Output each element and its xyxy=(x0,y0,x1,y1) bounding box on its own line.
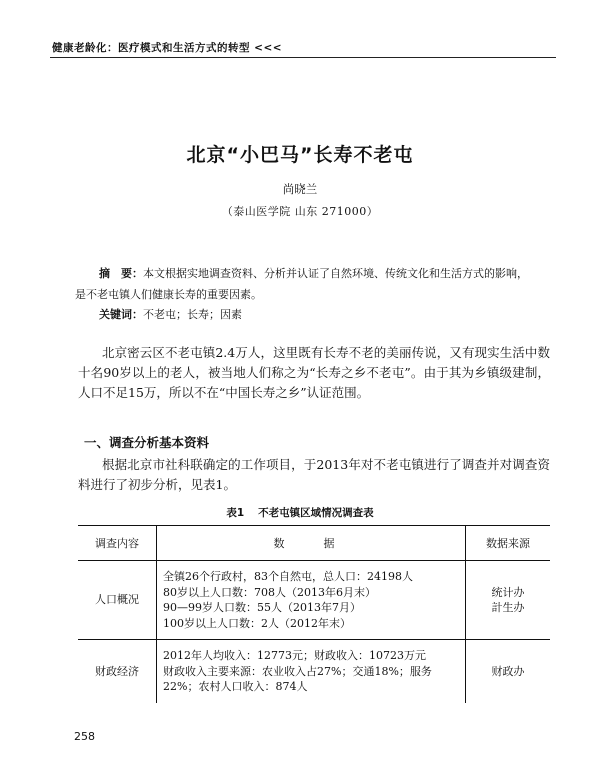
affiliation: （泰山医学院 山东 271000） xyxy=(221,205,379,218)
data-line: 100岁以上人口数：2人（2012年末） xyxy=(163,616,351,630)
table-cell-item: 人口概况 xyxy=(78,561,157,640)
data-line: 90—99岁人口数：55人（2013年7月） xyxy=(163,601,361,614)
keywords-text: 不老屯；长寿；因素 xyxy=(143,308,242,321)
abstract xyxy=(75,263,537,305)
table-header-row xyxy=(78,526,550,561)
running-head: 健康老龄化：医疗模式和生活方式的转型 <<< xyxy=(52,42,283,54)
survey-table xyxy=(78,525,550,703)
article-title: 北京“小巴马”长寿不老屯 xyxy=(186,144,414,166)
table-caption-number: 表1 xyxy=(226,507,245,519)
source-text: 统计办 計生办 xyxy=(491,585,525,614)
page-number: 258 xyxy=(74,730,95,743)
table-row xyxy=(78,640,550,703)
table-cell-data xyxy=(157,640,466,703)
data-line: 80岁以上人口数：708人（2013年6月末） xyxy=(163,585,376,599)
header-rule xyxy=(50,57,556,58)
abstract-label: 摘 要： xyxy=(99,267,143,280)
table-cell-source xyxy=(466,640,551,703)
section-heading: 一、调查分析基本资料 xyxy=(84,435,210,450)
keywords xyxy=(99,306,242,322)
table-cell-data xyxy=(157,561,466,640)
author: 尚晓兰 xyxy=(282,182,318,196)
data-line: 2012年人均收入：12773元；财政收入：10723万元 xyxy=(163,649,426,662)
table-cell-item: 财政经济 xyxy=(95,664,139,678)
section-paragraph: 根据北京市社科联确定的工作项目，于2013年对不老屯镇进行了调查并对调查资料进行了初步分析，见表1。 xyxy=(78,457,550,492)
intro-paragraph: 北京密云区不老屯镇2.4万人，这里既有长寿不老的美丽传说，又有现实生活中数十名90岁以上的老人，被当地人们称之为“长寿之乡不老屯”。由于其为乡镇级建制，人口不足15万，所以不在“中国长寿之乡”认证范围。 xyxy=(78,345,550,400)
table-header-cell: 调查内容 xyxy=(78,526,157,561)
table-caption xyxy=(0,505,600,520)
data-line: 全镇26个行政村，83个自然屯，总人口：24198人 xyxy=(163,570,413,583)
table-header-cell: 数 据 xyxy=(157,526,466,561)
table-row xyxy=(78,561,550,640)
table-cell-source xyxy=(466,561,551,640)
table-header-cell: 数据来源 xyxy=(466,526,551,561)
abstract-text: 本文根据实地调查资料、分析并认证了自然环境、传统文化和生活方式的影响，是不老屯镇人们健康长寿的重要因素。 xyxy=(75,267,528,301)
data-line: 财政收入主要来源：农业收入占27%；交通18%；服务22%；农村人口收入：874人 xyxy=(163,664,432,693)
table-caption-text: 不老屯镇区域情况调查表 xyxy=(258,507,374,519)
keywords-label: 关键词： xyxy=(99,308,143,321)
source-text: 财政办 xyxy=(491,664,525,678)
